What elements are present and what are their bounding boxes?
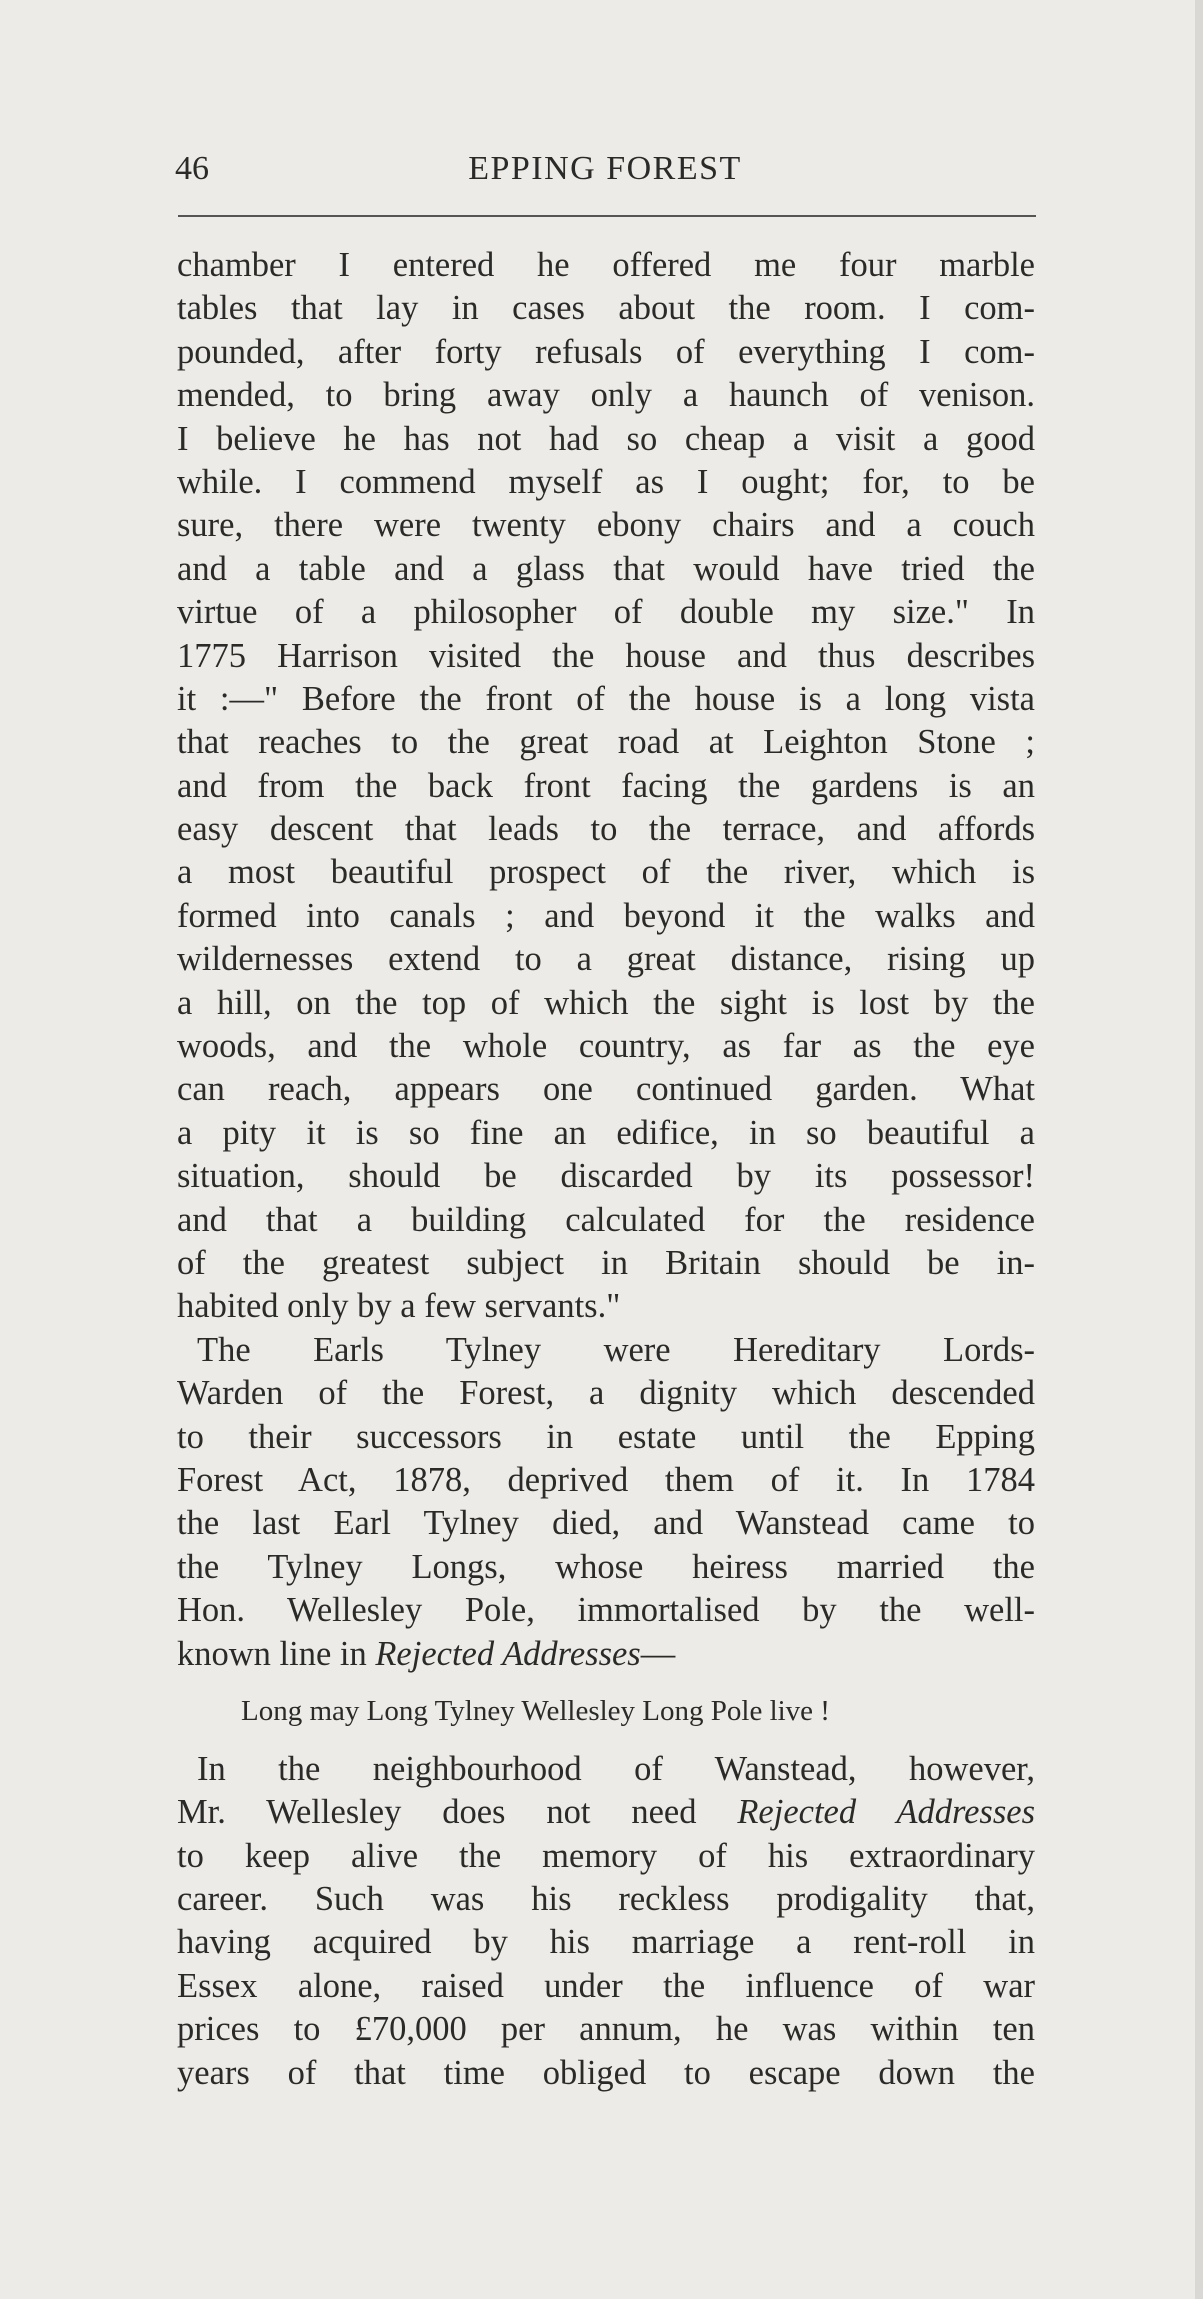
text-line: In the neighbourhood of Wanstead, however, <box>197 1749 1035 1788</box>
text-line: pounded, after forty refusals of everything I com- <box>177 332 1035 371</box>
book-title-italic: Rejected Addresses <box>737 1793 1035 1832</box>
paragraph-3 <box>177 1748 1035 2095</box>
text-line: tables that lay in cases about the room. I com- <box>177 289 1035 328</box>
body-text <box>177 244 1035 2095</box>
text-line: a hill, on the top of which the sight is lost by the <box>177 983 1035 1022</box>
text-line: and a table and a glass that would have tried the <box>177 549 1035 588</box>
text-line: the last Earl Tylney died, and Wanstead came to <box>177 1504 1035 1543</box>
text-line <box>177 1791 1035 1834</box>
paragraph-2 <box>177 1329 1035 1676</box>
text-line: years of that time obliged to escape down the <box>177 2053 1035 2092</box>
paragraph-1 <box>177 244 1035 1329</box>
text-line: The Earls Tylney were Hereditary Lords- <box>197 1330 1035 1369</box>
text-line: Hon. Wellesley Pole, immortalised by the well- <box>177 1591 1035 1630</box>
text-line: wildernesses extend to a great distance, rising up <box>177 940 1035 979</box>
text-line: I believe he has not had so cheap a visit a good <box>177 419 1035 458</box>
text-line: while. I commend myself as I ought; for, to be <box>177 462 1035 501</box>
text-line: to their successors in estate until the Epping <box>177 1417 1035 1456</box>
text-line: to keep alive the memory of his extraordinary <box>177 1836 1035 1875</box>
verse-quotation: Long may Long Tylney Wellesley Long Pole live ! <box>241 1694 830 1727</box>
text-line: virtue of a philosopher of double my size." In <box>177 593 1035 632</box>
text-line: can reach, appears one continued garden. What <box>177 1070 1035 1109</box>
text-line: and from the back front facing the gardens is an <box>177 766 1035 805</box>
running-title: EPPING FOREST <box>468 150 742 187</box>
text-line: a most beautiful prospect of the river, which is <box>177 853 1035 892</box>
book-title-italic: Rejected Addresses <box>375 1634 641 1673</box>
text-line: the Tylney Longs, whose heiress married the <box>177 1547 1035 1586</box>
text-line: prices to £70,000 per annum, he was within ten <box>177 2010 1035 2049</box>
text-line: that reaches to the great road at Leighton Stone ; <box>177 723 1035 762</box>
text-line: formed into canals ; and beyond it the walks and <box>177 896 1035 935</box>
text-line: a pity it is so fine an edifice, in so beautiful a <box>177 1113 1035 1152</box>
text-run: known line in <box>177 1634 376 1673</box>
text-line: and that a building calculated for the residence <box>177 1200 1035 1239</box>
text-line: having acquired by his marriage a rent-roll in <box>177 1923 1035 1962</box>
text-line: woods, and the whole country, as far as the eye <box>177 1027 1035 1066</box>
text-line: mended, to bring away only a haunch of venison. <box>177 376 1035 415</box>
text-line: habited only by a few servants." <box>177 1287 621 1326</box>
text-run: — <box>640 1634 676 1673</box>
page-number: 46 <box>175 150 209 187</box>
text-line: Warden of the Forest, a dignity which descended <box>177 1374 1035 1413</box>
text-line: of the greatest subject in Britain should be in- <box>177 1243 1035 1282</box>
text-line: Forest Act, 1878, deprived them of it. In 1784 <box>177 1460 1035 1499</box>
text-line: Essex alone, raised under the influence of war <box>177 1966 1035 2005</box>
text-line: 1775 Harrison visited the house and thus describes <box>177 636 1035 675</box>
page-header <box>175 150 1035 190</box>
text-line: career. Such was his reckless prodigality that, <box>177 1880 1035 1919</box>
text-line: situation, should be discarded by its possessor! <box>177 1157 1035 1196</box>
text-run: Mr. Wellesley does not need <box>177 1793 738 1832</box>
text-line: sure, there were twenty ebony chairs and a couch <box>177 506 1035 545</box>
page-edge-shadow <box>1195 0 1203 2299</box>
text-line: chamber I entered he offered me four marble <box>177 246 1035 284</box>
text-line <box>177 1633 1035 1676</box>
text-line: it :—" Before the front of the house is a long vista <box>177 679 1035 718</box>
text-line: easy descent that leads to the terrace, and affords <box>177 810 1035 849</box>
header-rule <box>178 215 1036 217</box>
